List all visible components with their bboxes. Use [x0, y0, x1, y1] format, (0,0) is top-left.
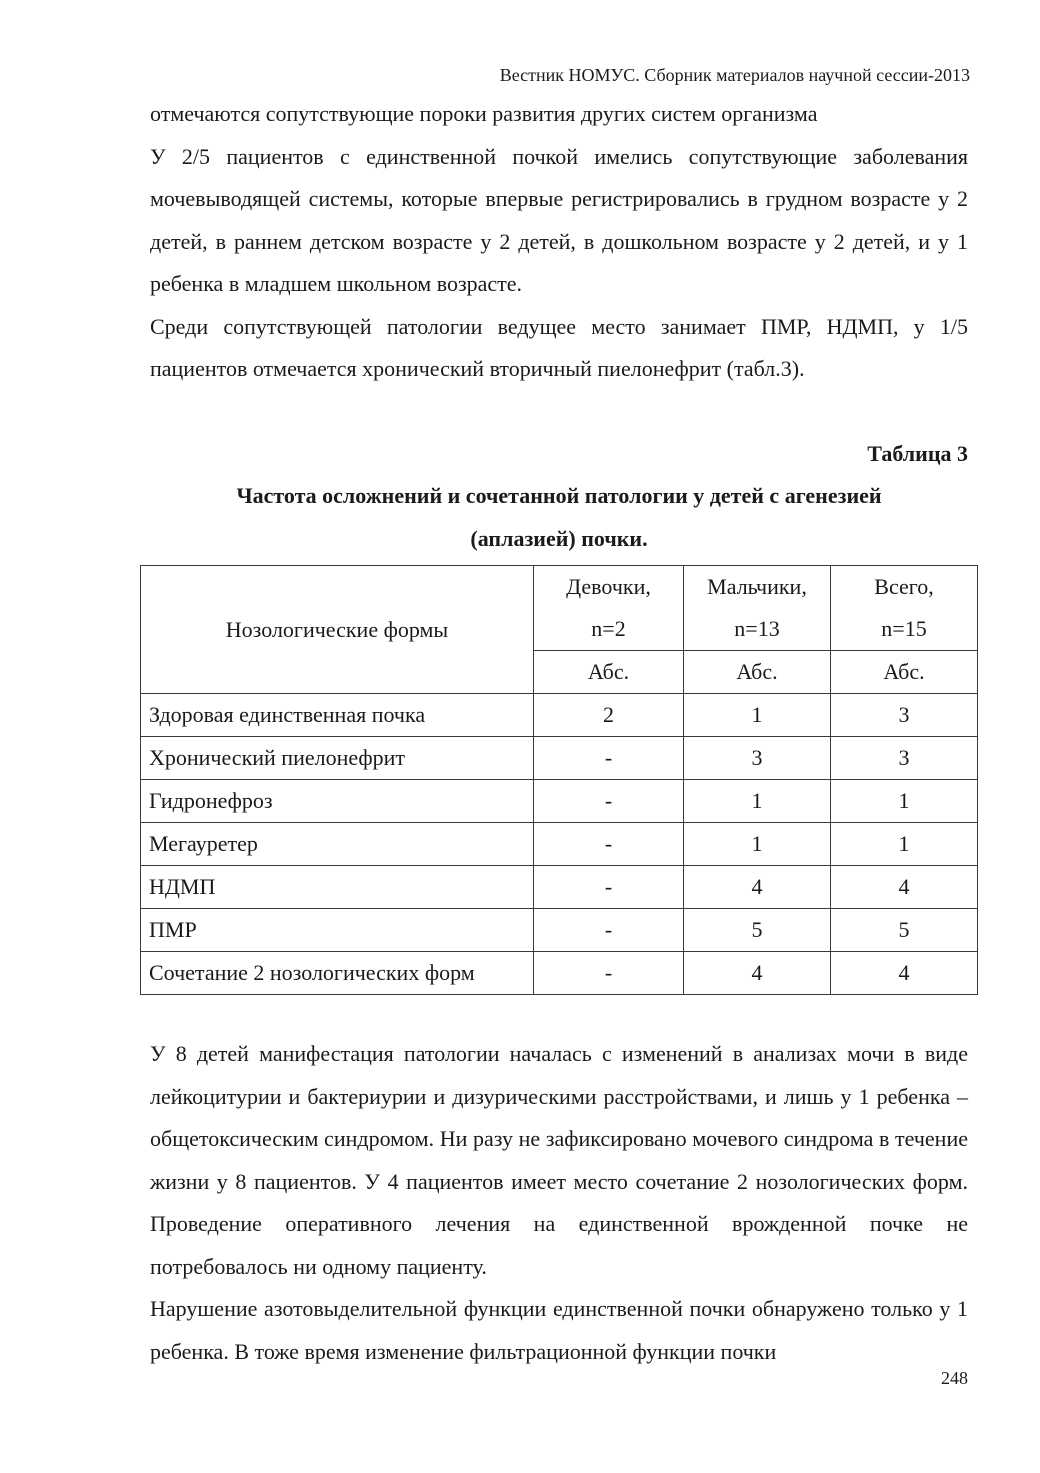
- table-row: [141, 866, 978, 909]
- cell-boys: 1: [684, 823, 831, 866]
- header-nosology: Нозологические формы: [141, 566, 534, 694]
- running-header: Вестник НОМУС. Сборник материалов научной сессии-2013: [499, 65, 970, 85]
- text-line-intro: отмечаются сопутствующие пороки развития других систем организма: [150, 101, 818, 126]
- header-total: [831, 566, 978, 651]
- bottom-text-block: [150, 1033, 968, 1373]
- table-row: [141, 823, 978, 866]
- cell-total: 3: [831, 694, 978, 737]
- subheader-total-abs: Абс.: [831, 651, 978, 694]
- header-boys-label: Мальчики,: [707, 574, 807, 599]
- cell-total: 4: [831, 952, 978, 995]
- paragraph-manifestation: У 8 детей манифестация патологии началась с изменений в анализах мочи в виде лейкоцитурии и бактериурии и дизурическими расстройствами, и лишь у 1 ребенка – общетоксическим синдромом. Ни разу не зафиксировано мочевого синдрома в течение жизни у 8 пациентов. У 4 пациентов имеет место сочетание 2 нозологических форм. Проведение оперативного лечения на единственной врожденной почке не потребовалось ни одному пациенту.: [150, 1041, 968, 1279]
- paragraph-comorbidity: У 2/5 пациентов с единственной почкой имелись сопутствующие заболевания мочевыводящей системы, которые впервые регистрировались в грудном возрасте у 2 детей, в раннем детском возрасте у 2 детей, в дошкольном возрасте у 2 детей, и у 1 ребенка в младшем школьном возрасте.: [150, 143, 968, 296]
- cell-total: 1: [831, 823, 978, 866]
- cell-boys: 5: [684, 909, 831, 952]
- cell-girls: -: [534, 737, 684, 780]
- cell-total: 3: [831, 737, 978, 780]
- row-name: Сочетание 2 нозологических форм: [141, 952, 534, 995]
- top-text-block: [150, 93, 968, 391]
- table-title: [150, 475, 968, 560]
- header-boys: [684, 566, 831, 651]
- table-label: Таблица 3: [867, 441, 968, 466]
- row-name: Гидронефроз: [141, 780, 534, 823]
- cell-boys: 1: [684, 780, 831, 823]
- paragraph-renal-function: Нарушение азотовыделительной функции единственной почки обнаружено только у 1 ребенка. В тоже время изменение фильтрационной функции почки: [150, 1296, 968, 1364]
- table-header-row: [141, 566, 978, 651]
- cell-boys: 4: [684, 952, 831, 995]
- header-girls-n: n=2: [591, 616, 626, 641]
- paragraph-pathology: Среди сопутствующей патологии ведущее место занимает ПМР, НДМП, у 1/5 пациентов отмечается хронический вторичный пиелонефрит (табл.3).: [150, 313, 968, 381]
- table-row: [141, 952, 978, 995]
- header-girls: [534, 566, 684, 651]
- header-girls-label: Девочки,: [566, 574, 651, 599]
- header-total-label: Всего,: [874, 574, 934, 599]
- cell-boys: 1: [684, 694, 831, 737]
- cell-boys: 4: [684, 866, 831, 909]
- row-name: ПМР: [141, 909, 534, 952]
- subheader-boys-abs: Абс.: [684, 651, 831, 694]
- cell-girls: -: [534, 952, 684, 995]
- page-number: 248: [941, 1368, 968, 1388]
- cell-girls: -: [534, 823, 684, 866]
- row-name: НДМП: [141, 866, 534, 909]
- table-row: [141, 909, 978, 952]
- cell-total: 4: [831, 866, 978, 909]
- cell-total: 1: [831, 780, 978, 823]
- subheader-girls-abs: Абс.: [534, 651, 684, 694]
- row-name: Хронический пиелонефрит: [141, 737, 534, 780]
- cell-girls: 2: [534, 694, 684, 737]
- cell-girls: -: [534, 866, 684, 909]
- table-row: [141, 737, 978, 780]
- table-title-line-1: Частота осложнений и сочетанной патологии у детей с агенезией: [236, 483, 882, 508]
- cell-girls: -: [534, 909, 684, 952]
- header-boys-n: n=13: [734, 616, 780, 641]
- cell-girls: -: [534, 780, 684, 823]
- table-row: [141, 780, 978, 823]
- table-row: [141, 694, 978, 737]
- row-name: Мегауретер: [141, 823, 534, 866]
- header-total-n: n=15: [881, 616, 927, 641]
- row-name: Здоровая единственная почка: [141, 694, 534, 737]
- cell-total: 5: [831, 909, 978, 952]
- cell-boys: 3: [684, 737, 831, 780]
- table-title-line-2: (аплазией) почки.: [470, 525, 648, 551]
- pathology-table: [140, 565, 978, 995]
